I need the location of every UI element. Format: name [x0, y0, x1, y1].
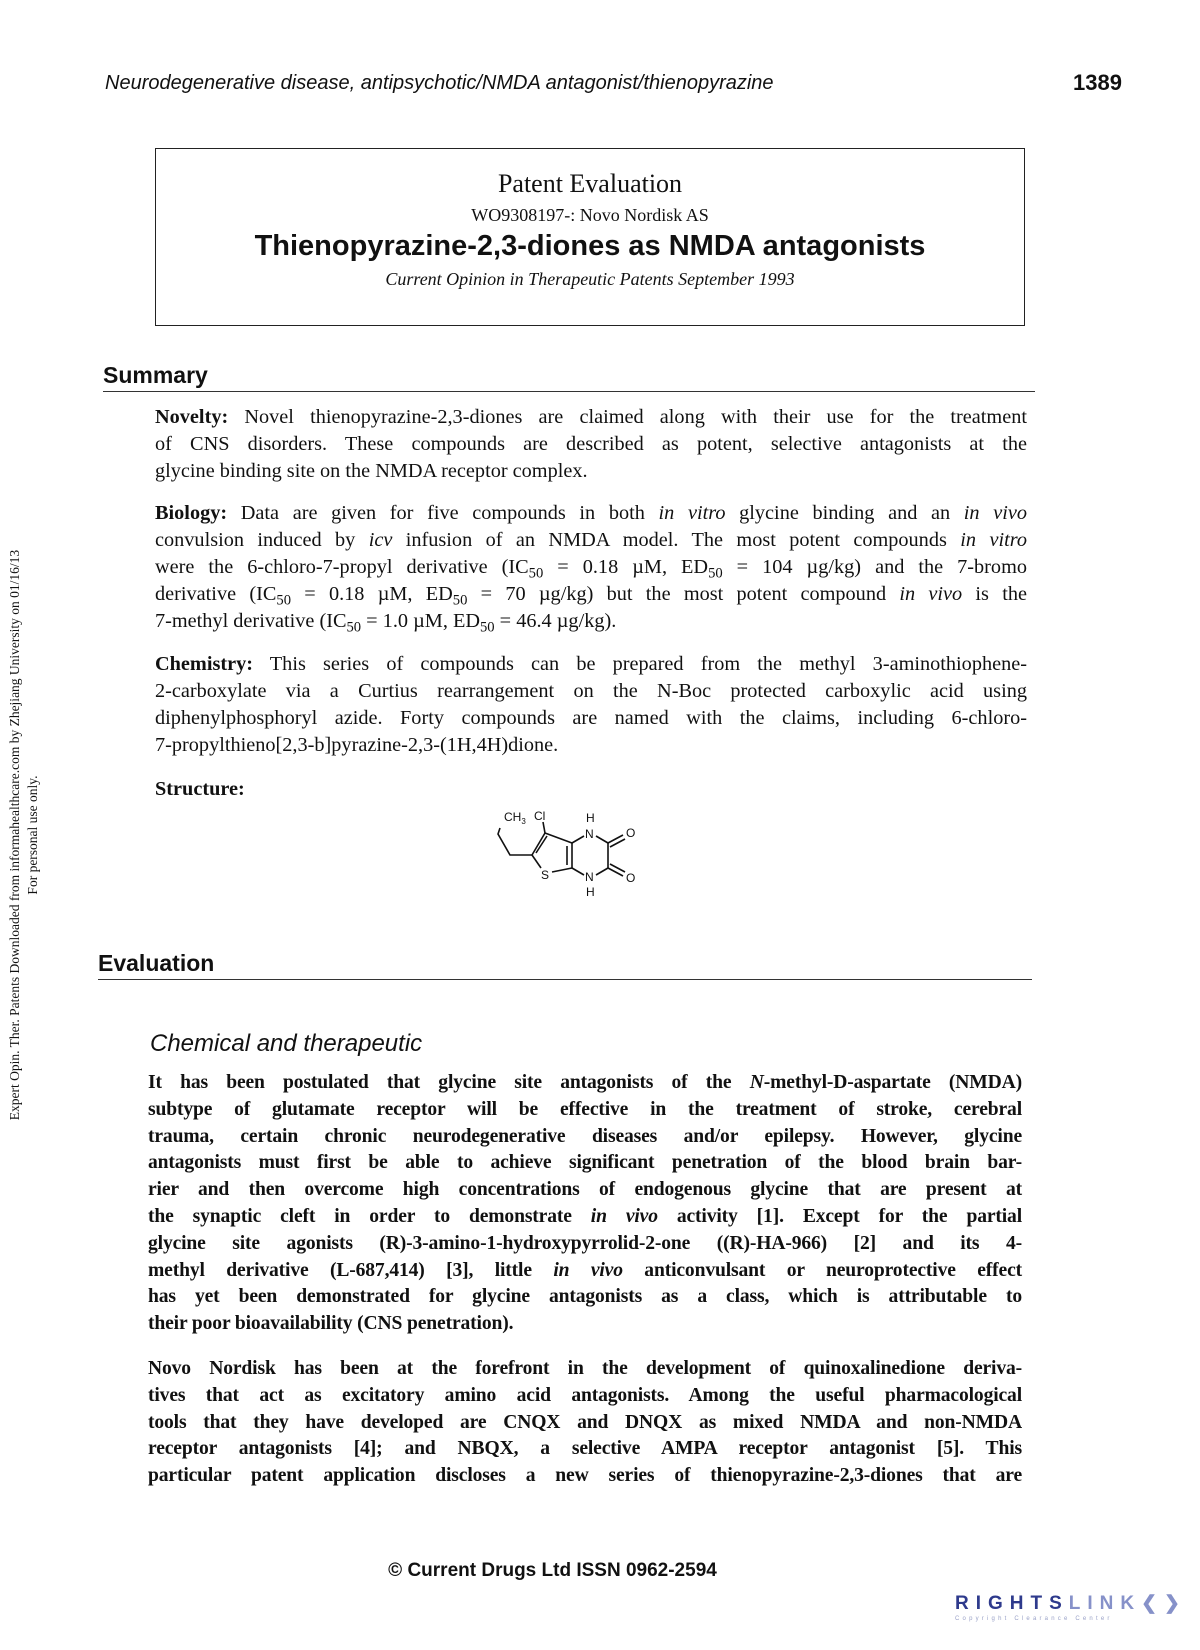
novelty-paragraph: [155, 404, 1027, 485]
text-line: antagonists must first be able to achieve significant penetration of the blood brain bar-: [148, 1152, 1022, 1174]
text-line: has yet been demonstrated for glycine antagonists as a class, which is attributable to: [148, 1286, 1022, 1308]
text-line: It has been postulated that glycine site antagonists of the N-methyl-D-aspartate (NMDA): [148, 1072, 1022, 1093]
text-line: Novo Nordisk has been at the forefront in the development of quinoxalinedione deriva-: [148, 1358, 1022, 1379]
running-header: Neurodegenerative disease, antipsychotic/NMDA antagonist/thienopyrazine: [105, 72, 774, 94]
rightslink-brand-light: LINK: [1068, 1593, 1142, 1614]
text-line: subtype of glutamate receptor will be effective in the treatment of stroke, cerebral: [148, 1098, 1022, 1120]
atom-h4: H: [586, 885, 595, 899]
text-line: of CNS disorders. These compounds are described as potent, selective antagonists at the: [155, 433, 1027, 455]
text-line: glycine site agonists (R)-3-amino-1-hydroxypyrrolid-2-one ((R)-HA-966) [2] and its 4-: [148, 1232, 1022, 1254]
evaluation-rule: [98, 979, 1032, 980]
text-line: derivative ($IC_{50} = 0.18$ µM, $ED_{50} = 70$ µg/kg) but the most potent compound in vivo is the: [155, 583, 1027, 609]
text-line: convulsion induced by icv infusion of an NMDA model. The most potent compounds in vitro: [155, 529, 1027, 551]
text-line: 2-carboxylate via a Curtius rearrangement on the N-Boc protected carboxylic acid using: [155, 680, 1027, 702]
text-line: 7-methyl derivative ($IC_{50} = 1.0$ µM, $ED_{50} = 46.4$ µg/kg).: [155, 610, 617, 636]
evaluation-paragraph-2: [148, 1356, 1022, 1490]
rightslink-logo[interactable]: [955, 1592, 1195, 1622]
evaluation-subheading: Chemical and therapeutic: [150, 1030, 423, 1057]
evaluation-heading: Evaluation: [98, 950, 215, 976]
summary-heading: Summary: [103, 362, 208, 388]
text-line: receptor antagonists [4]; and NBQX, a selective AMPA receptor antagonist [5]. This: [148, 1438, 1022, 1460]
summary-rule: [103, 391, 1035, 392]
atom-ch3: $CH_3$: [504, 810, 526, 826]
atom-o3: O: [626, 871, 636, 885]
rightslink-arrow-icon: ❮❯: [1141, 1593, 1187, 1614]
text-line: trauma, certain chronic neurodegenerative diseases and/or epilepsy. However, glycine: [148, 1125, 1022, 1147]
text-line: rier and then overcome high concentrations of endogenous glycine that are present at: [148, 1179, 1022, 1201]
text-line: Biology: Data are given for five compounds in both in vitro glycine binding and an in vivo: [155, 502, 1027, 524]
text-line: methyl derivative (L-687,414) [3], little in vivo anticonvulsant or neuroprotective effect: [148, 1259, 1022, 1281]
evaluation-paragraph-1: [148, 1070, 1022, 1338]
text-line: 7-propylthieno[2,3-b]pyrazine-2,3-(1H,4H)dione.: [155, 734, 559, 756]
copyright-footer: © Current Drugs Ltd ISSN 0962-2594: [388, 1560, 717, 1581]
text-line: the synaptic cleft in order to demonstrate in vivo activity [1]. Except for the partial: [148, 1205, 1023, 1227]
biology-paragraph: [155, 500, 1027, 635]
atom-n4: N: [585, 870, 594, 884]
text-line: their poor bioavailability (CNS penetration).: [148, 1313, 514, 1335]
download-notice-line1: Expert Opin. Ther. Patents Downloaded from informahealthcare.com by Zhejiang University on 01/16/13: [7, 549, 22, 1121]
text-line: tives that act as excitatory amino acid antagonists. Among the useful pharmacological: [148, 1384, 1022, 1406]
atom-o2: O: [626, 826, 636, 840]
text-line: were the 6-chloro-7-propyl derivative ($IC_{50} = 0.18$ µM, $ED_{50} = 104$ µg/kg) and the 7-bromo: [155, 556, 1027, 582]
chemistry-paragraph: [155, 651, 1027, 759]
rightslink-tagline: Copyright Clearance Center: [955, 1616, 1113, 1622]
structure-label: Structure:: [155, 778, 245, 800]
structure-bonds: [498, 822, 625, 876]
chemical-structure: [450, 800, 690, 930]
atom-n1: N: [585, 827, 594, 841]
rightslink-brand-dark: RIGHTS: [955, 1593, 1069, 1614]
atom-h1: H: [586, 811, 595, 825]
page-number: 1389: [1073, 70, 1122, 95]
text-line: Chemistry: This series of compounds can be prepared from the methyl 3-aminothiophene-: [155, 653, 1027, 675]
text-line: diphenylphosphoryl azide. Forty compounds are named with the claims, including 6-chloro-: [155, 707, 1027, 729]
text-line: glycine binding site on the NMDA receptor complex.: [155, 460, 588, 482]
kicker: Patent Evaluation: [497, 169, 683, 198]
patent-number: WO9308197-: Novo Nordisk AS: [471, 205, 709, 225]
atom-s: S: [541, 868, 550, 882]
atom-cl: Cl: [534, 809, 546, 823]
text-line: tools that they have developed are CNQX and DNQX as mixed NMDA and non-NMDA: [148, 1411, 1022, 1433]
source-line: Current Opinion in Therapeutic Patents September 1993: [385, 269, 795, 289]
text-line: particular patent application discloses a new series of thienopyrazine-2,3-diones that are: [148, 1465, 1022, 1487]
text-line: Novelty: Novel thienopyrazine-2,3-diones are claimed along with their use for the treatment: [155, 406, 1027, 428]
download-notice: [6, 455, 42, 1215]
download-notice-line2: For personal use only.: [25, 775, 40, 895]
title-box: [155, 148, 1025, 326]
article-title: Thienopyrazine-2,3-diones as NMDA antagonists: [254, 230, 926, 262]
